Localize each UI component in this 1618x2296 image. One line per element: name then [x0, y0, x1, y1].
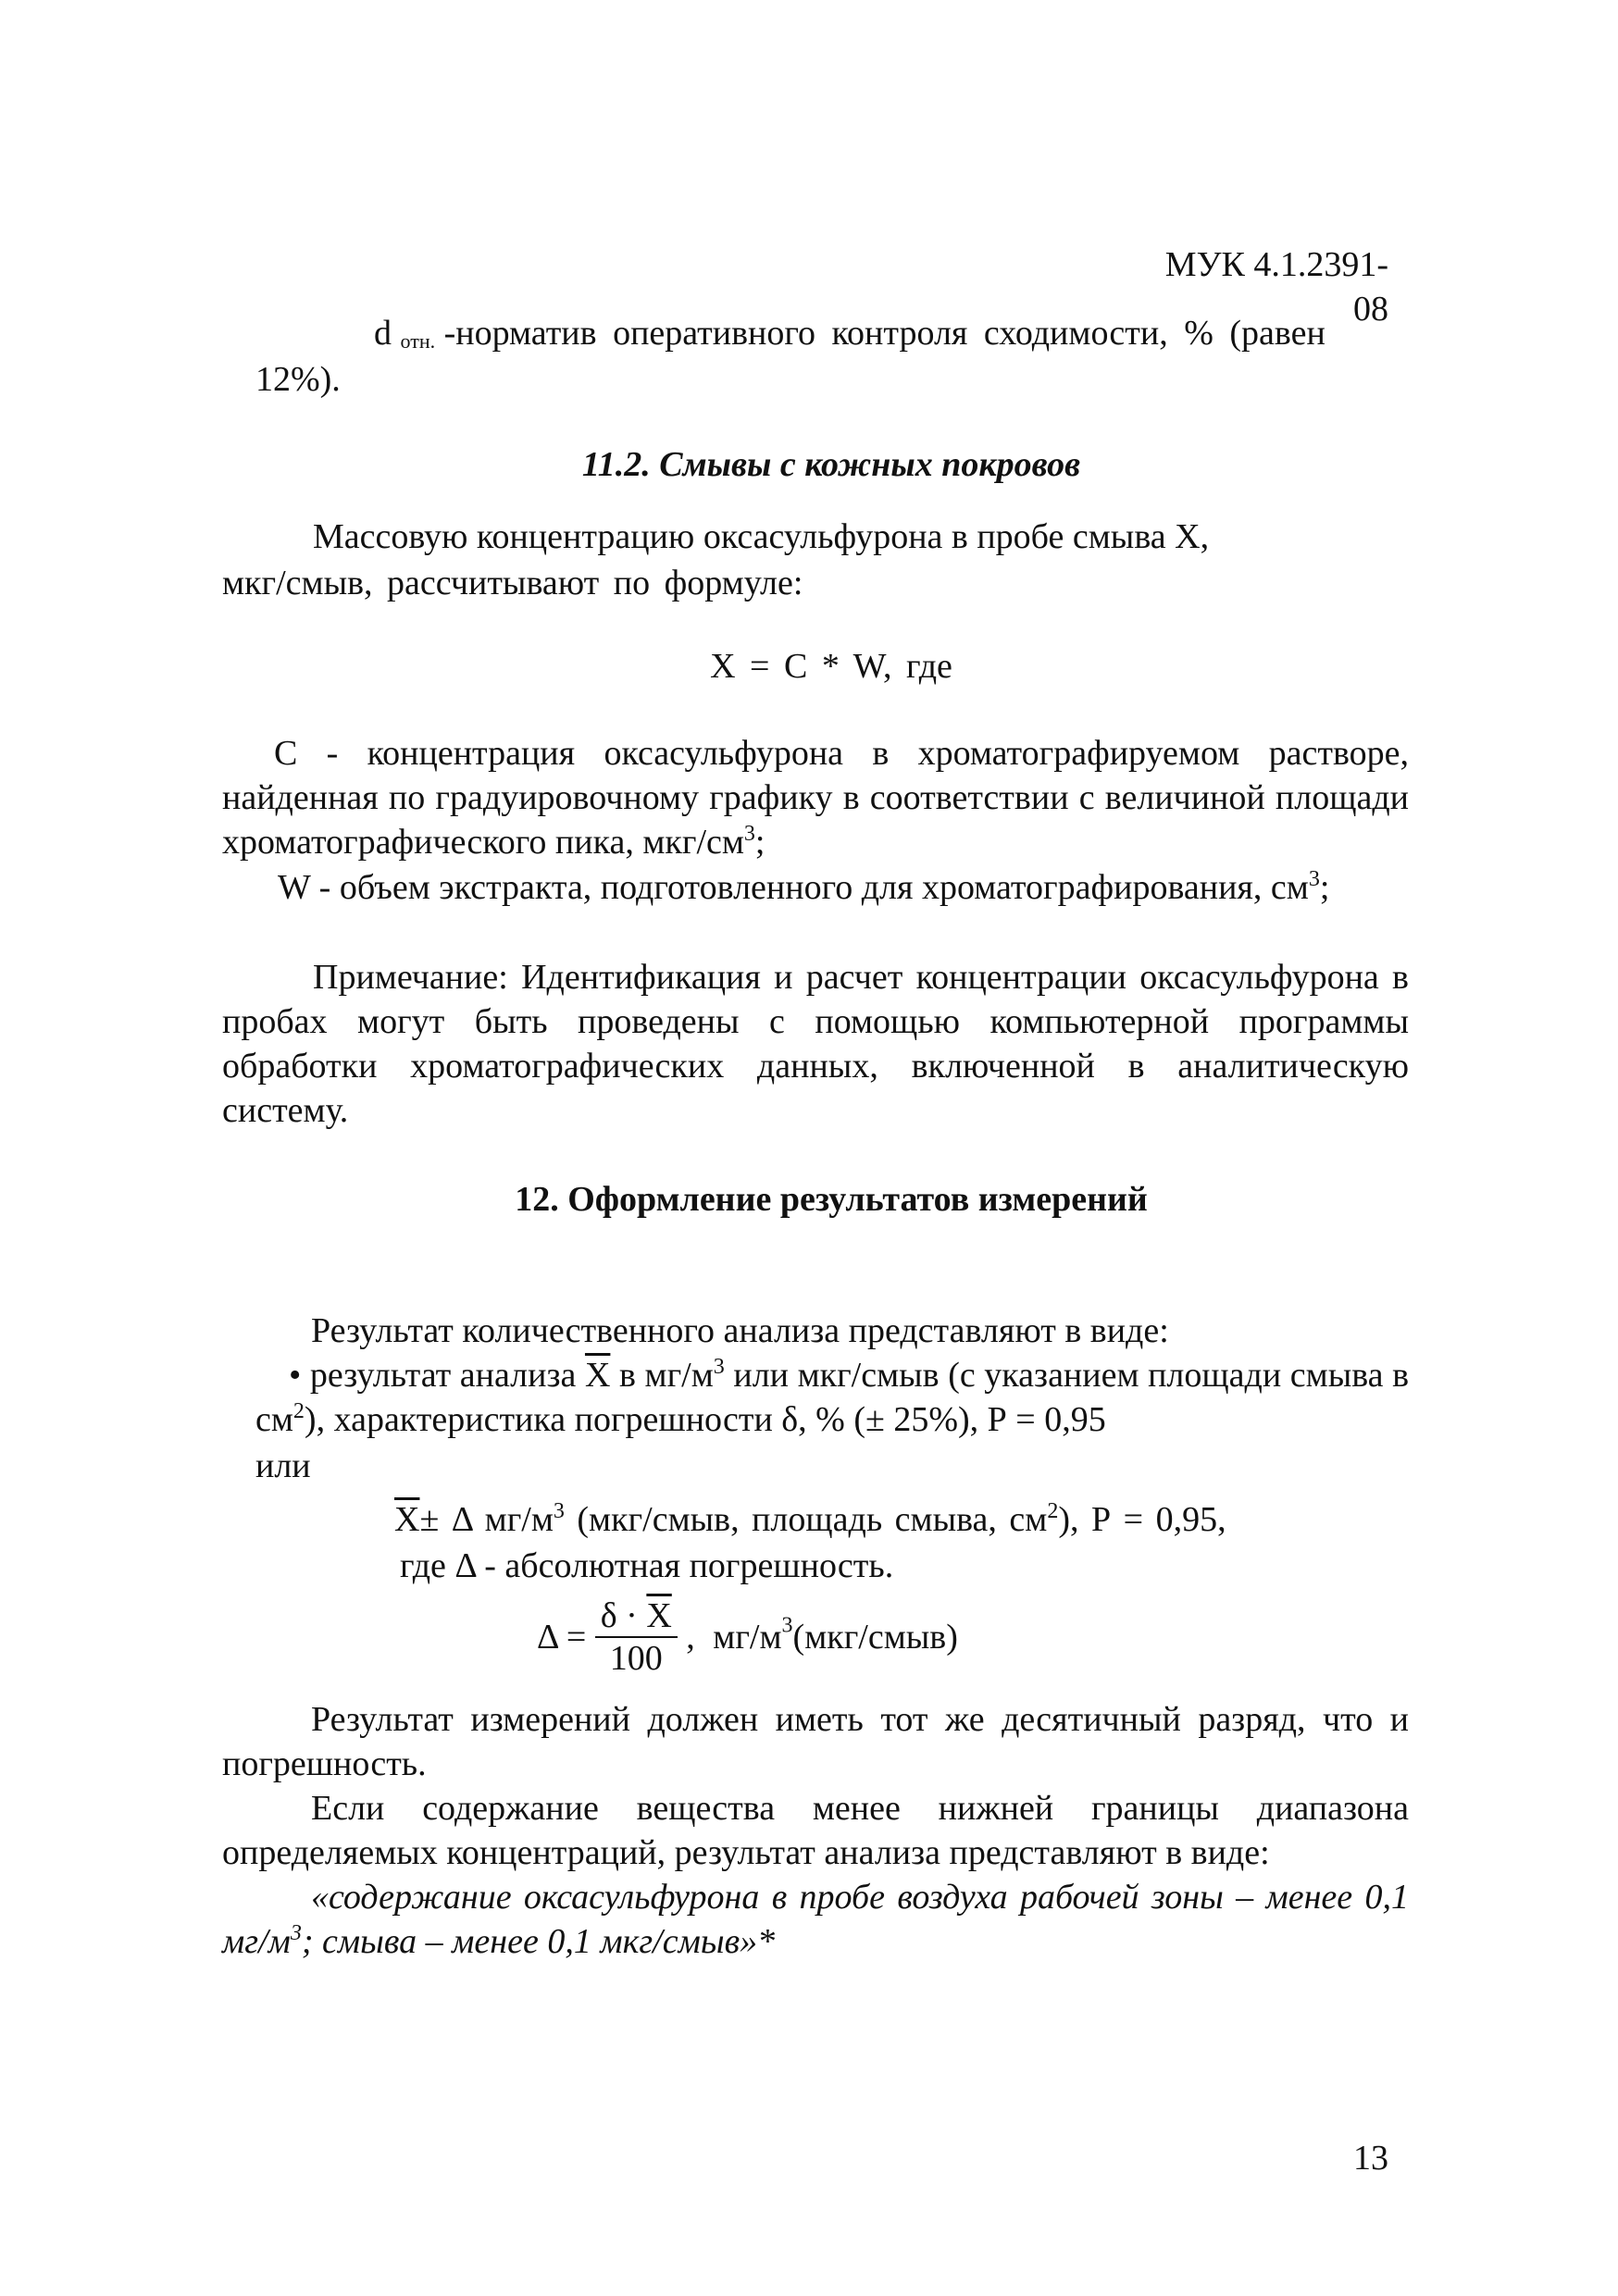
delta-lhs: Δ =	[537, 1618, 587, 1657]
quote-text1: «содержание оксасульфурона в пробе воздуха рабочей зоны – менее 0,1 мг/м	[222, 1878, 1409, 1961]
end-c: ;	[754, 823, 765, 862]
f2-text1: ± Δ мг/м	[419, 1500, 554, 1539]
bullet-or: или	[255, 1446, 311, 1485]
paragraph-if: Если содержание вещества менее нижней границы диапазона определяемых концентраций, результат анализа представляют в виде:	[222, 1789, 1409, 1872]
page-number: 13	[1353, 2139, 1388, 2178]
paragraph-result-intro: Результат количественного анализа представляют в виде:	[311, 1311, 1169, 1350]
paragraph-quote	[222, 1875, 1409, 1964]
bullet-sup2: 2	[292, 1399, 305, 1423]
numerator-delta: δ ·	[600, 1596, 638, 1635]
paragraph-d-otn	[374, 311, 1411, 355]
delta-sup3: 3	[781, 1613, 793, 1638]
text-c: C - концентрация оксасульфурона в хроматографируемом растворе, найденная по градуировочному графику в соответствии с величиной площади хроматографического пика, мкг/см	[222, 734, 1409, 862]
numerator-x-bar: $\overline{X}$	[646, 1596, 672, 1635]
delta-comma: ,	[686, 1618, 695, 1657]
paragraph-note: Примечание: Идентификация и расчет концентрации оксасульфурона в пробах могут быть проведены с помощью компьютерной программы обработки хроматографических данных, включенной в аналитическую систему.	[222, 958, 1409, 1130]
bullet-sup3: 3	[713, 1355, 725, 1379]
paragraph-mass-line1: Массовую концентрацию оксасульфурона в пробе смыва X,	[313, 517, 1210, 556]
bullet-text1: результат анализа	[309, 1356, 577, 1395]
quote-text2: ; смыва – менее 0,1 мкг/смыв»*	[301, 1922, 776, 1961]
paragraph-w	[222, 865, 1409, 910]
fraction-numerator	[595, 1595, 678, 1638]
formula-x-cw: X = C * W, где	[710, 647, 952, 686]
fraction-denominator: 100	[609, 1639, 663, 1678]
paragraph-mass-line2: мкг/смыв, рассчитывают по формуле:	[222, 564, 803, 602]
bullet-text4: ), характеристика погрешности δ, % (± 25%), Р = 0,95	[304, 1400, 1106, 1439]
formula-where-delta: где Δ - абсолютная погрешность.	[400, 1546, 894, 1585]
x-bar-2: $\overline{X}$	[394, 1500, 420, 1539]
document-code: МУК 4.1.2391-08	[1164, 245, 1388, 329]
f2-text3: ), Р = 0,95,	[1058, 1500, 1226, 1539]
formula-x-pm-delta	[394, 1497, 1413, 1542]
f2-sup3: 3	[553, 1499, 565, 1523]
fraction	[595, 1595, 678, 1679]
paragraph-decimal: Результат измерений должен иметь тот же десятичный разряд, что и погрешность.	[222, 1700, 1409, 1783]
bullet-result	[255, 1353, 1409, 1442]
bullet-text3: или мкг/смыв (с указанием площади смыва в см	[255, 1356, 1410, 1439]
paragraph-c	[222, 731, 1409, 864]
bullet-text2: в мг/м	[619, 1356, 714, 1395]
text-w: W - объем экстракта, подготовленного для хроматографирования, см	[278, 868, 1309, 907]
f2-text2: (мкг/смыв, площадь смыва, см	[577, 1500, 1048, 1539]
paragraph-d-otn-cont: 12%).	[255, 360, 341, 399]
section-11-2-title: 11.2. Смывы с кожных покровов	[581, 445, 1081, 484]
quote-sup: 3	[290, 1921, 302, 1945]
x-bar: $\overline{X}$	[584, 1356, 611, 1395]
delta-unit: мг/м	[713, 1618, 782, 1657]
f2-sup2: 2	[1047, 1499, 1059, 1523]
formula-delta-fraction	[537, 1595, 1370, 1697]
end-w: ;	[1319, 868, 1330, 907]
bullet-icon: •	[289, 1356, 302, 1395]
text-d-otn: -норматив оперативного контроля сходимости, % (равен	[443, 314, 1326, 353]
symbol-d: d	[374, 314, 392, 353]
subscript-otn: отн.	[400, 329, 436, 353]
section-12-title: 12. Оформление результатов измерений	[515, 1180, 1148, 1219]
sup-c: 3	[743, 822, 755, 846]
delta-unit2: (мкг/смыв)	[792, 1618, 958, 1657]
sup-w: 3	[1308, 867, 1320, 891]
